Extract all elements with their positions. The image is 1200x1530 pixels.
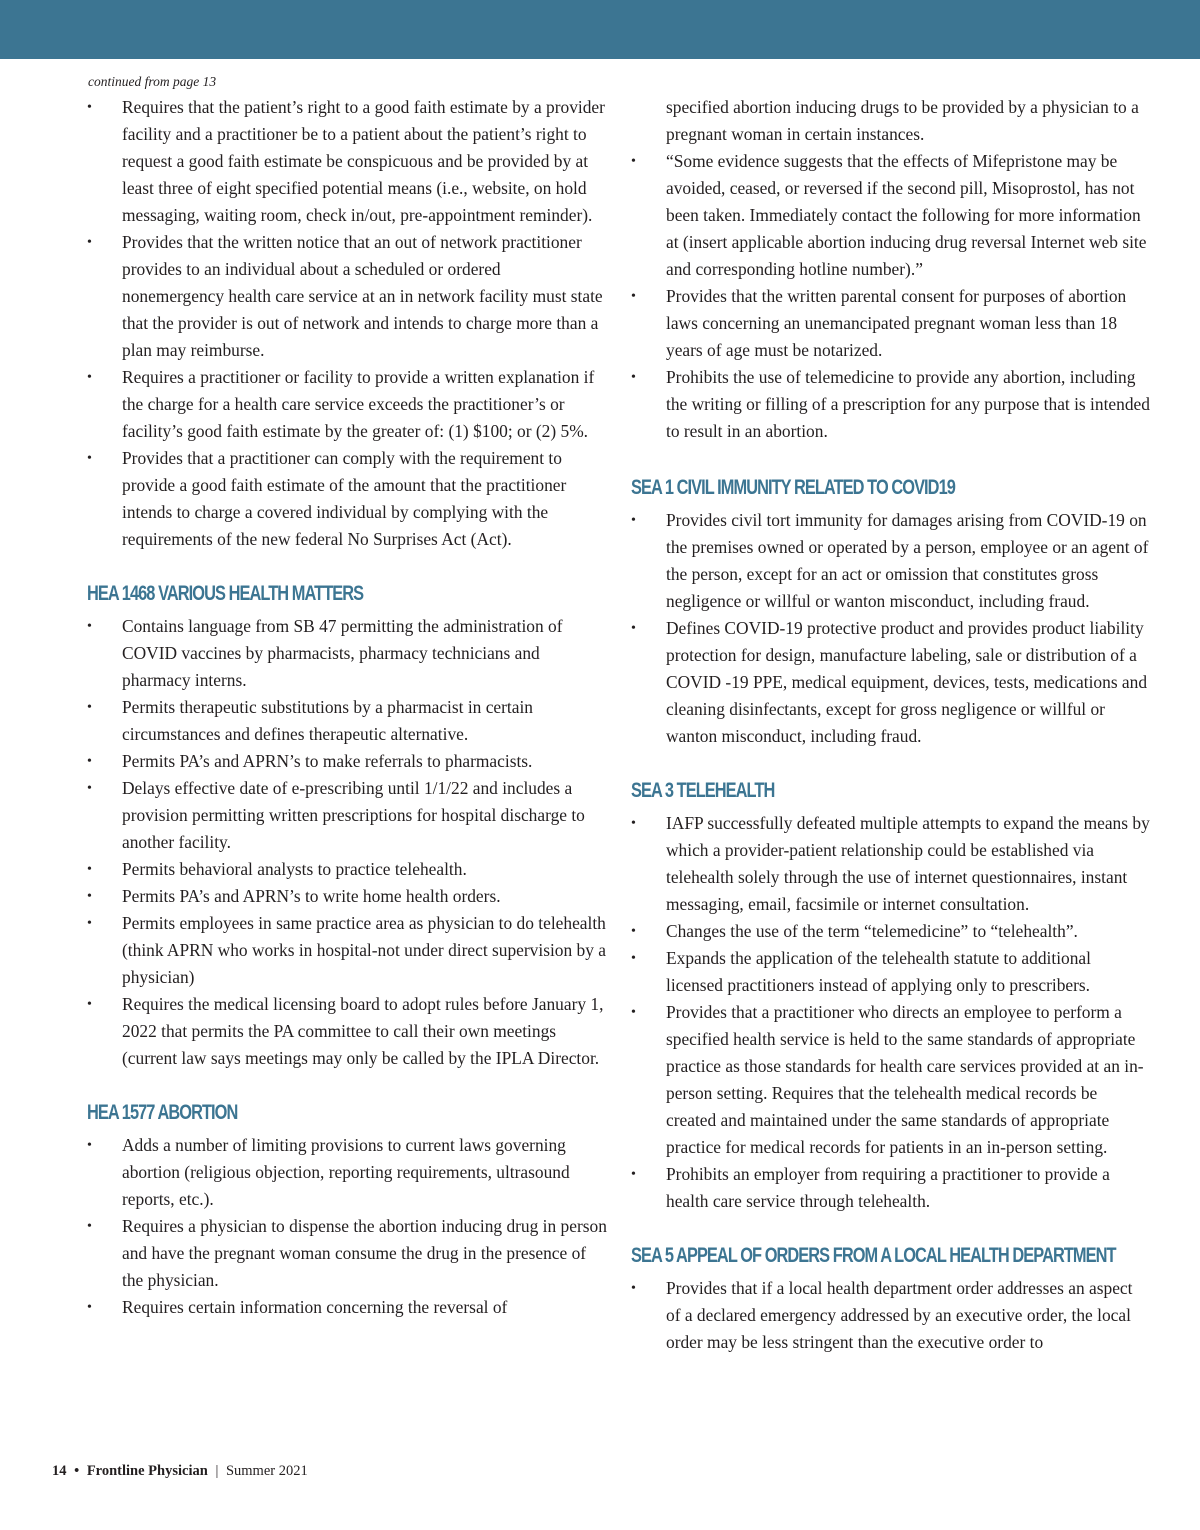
list-item: • Permits behavioral analysts to practice telehealth.	[87, 856, 607, 883]
list-item: • Requires that the patient’s right to a good faith estimate by a provider facility and a practitioner be to a patient about the patient’s right to request a good faith estimate be conspicuous and be provided by at least three of eight specified potential means (i.e., website, on hold messaging, waiting room, check in/out, pre-appointment reminder).	[87, 94, 607, 229]
publication-name: Frontline Physician	[86, 1463, 208, 1479]
left-column	[87, 94, 607, 1321]
list-item: • Permits PA’s and APRN’s to write home health orders.	[87, 883, 607, 910]
page-number: 14	[52, 1463, 67, 1479]
list-item: • Requires the medical licensing board to adopt rules before January 1, 2022 that permits the PA committee to call their own meetings (current law says meetings may only be called by the IPLA Director.	[87, 991, 607, 1072]
list-item: • Requires a physician to dispense the abortion inducing drug in person and have the pregnant woman consume the drug in the presence of the physician.	[87, 1213, 607, 1294]
list-item: • Delays effective date of e-prescribing until 1/1/22 and includes a provision permitting written prescriptions for hospital discharge to another facility.	[87, 775, 607, 856]
list-item: • Provides civil tort immunity for damages arising from COVID-19 on the premises owned or operated by a person, employee or an agent of the person, except for an act or omission that constitutes gross negligence or willful or wanton misconduct, including fraud.	[631, 507, 1151, 615]
footer-bullet: •	[74, 1463, 80, 1479]
list-item: • Requires certain information concerning the reversal of	[87, 1294, 607, 1321]
hea1468-bullet-list	[87, 613, 607, 1072]
list-item: • Provides that if a local health department order addresses an aspect of a declared emergency addressed by an executive order, the local order may be less stringent than the executive order to	[631, 1275, 1151, 1356]
list-item: • Adds a number of limiting provisions to current laws governing abortion (religious objection, reporting requirements, ultrasound reports, etc.).	[87, 1132, 607, 1213]
hea1577-bullet-list	[87, 1132, 607, 1321]
sea3-bullet-list	[631, 810, 1151, 1215]
list-item: • Requires a practitioner or facility to provide a written explanation if the charge for a health care service exceeds the practitioner’s or facility’s good faith estimate by the greater of: (1) $100; or (2) 5%.	[87, 364, 607, 445]
list-item: • Permits employees in same practice area as physician to do telehealth (think APRN who works in hospital-not under direct supervision by a physician)	[87, 910, 607, 991]
sea5-bullet-list	[631, 1275, 1151, 1356]
list-item: • “Some evidence suggests that the effects of Mifepristone may be avoided, ceased, or reversed if the second pill, Misoprostol, has not been taken. Immediately contact the following for more information at (insert applicable abortion inducing drug reversal Internet web site and corresponding hotline number).”	[631, 148, 1151, 283]
section-heading-sea1: SEA 1 CIVIL IMMUNITY RELATED TO COVID19	[631, 476, 955, 499]
intro-bullet-list	[87, 94, 607, 553]
list-item: • IAFP successfully defeated multiple attempts to expand the means by which a provider-patient relationship could be established via telehealth solely through the use of internet questionnaires, instant messaging, email, facsimile or internet consultation.	[631, 810, 1151, 918]
footer-divider: |	[215, 1463, 219, 1479]
header-band	[0, 0, 1200, 59]
list-item: • Defines COVID-19 protective product and provides product liability protection for design, manufacture labeling, sale or distribution of a COVID -19 PPE, medical equipment, devices, tests, medications and cleaning disinfectants, except for gross negligence or willful or wanton misconduct, including fraud.	[631, 615, 1151, 750]
abortion-continued-list	[631, 94, 1151, 445]
sea1-bullet-list	[631, 507, 1151, 750]
continued-note: continued from page 13	[88, 74, 217, 89]
issue-label: Summer 2021	[225, 1463, 308, 1479]
right-column	[631, 94, 1151, 1356]
list-item: • Contains language from SB 47 permitting the administration of COVID vaccines by pharmacists, pharmacy technicians and pharmacy interns.	[87, 613, 607, 694]
list-item: • Permits PA’s and APRN’s to make referrals to pharmacists.	[87, 748, 607, 775]
list-item-continuation: specified abortion inducing drugs to be provided by a physician to a pregnant woman in certain instances.	[666, 97, 1139, 144]
list-item: • Changes the use of the term “telemedicine” to “telehealth”.	[631, 918, 1151, 945]
section-heading-sea3: SEA 3 TELEHEALTH	[631, 779, 775, 802]
section-heading-hea1577: HEA 1577 ABORTION	[87, 1101, 238, 1124]
list-item: • Provides that a practitioner can comply with the requirement to provide a good faith estimate of the amount that the practitioner intends to charge a covered individual by complying with the requirements of the new federal No Surprises Act (Act).	[87, 445, 607, 553]
page-footer	[52, 1463, 308, 1480]
list-item: • Expands the application of the telehealth statute to additional licensed practitioners instead of applying only to prescribers.	[631, 945, 1151, 999]
list-item: • Provides that a practitioner who directs an employee to perform a specified health service is held to the same standards of appropriate practice as those standards for health care services provided at an in-person setting. Requires that the telehealth medical records be created and maintained under the same standards of appropriate practice for medical records for patients in an in-person setting.	[631, 999, 1151, 1161]
section-heading-sea5: SEA 5 APPEAL OF ORDERS FROM A LOCAL HEALTH DEPARTMENT	[631, 1244, 1116, 1267]
list-item: • Provides that the written parental consent for purposes of abortion laws concerning an unemancipated pregnant woman less than 18 years of age must be notarized.	[631, 283, 1151, 364]
section-heading-hea1468: HEA 1468 VARIOUS HEALTH MATTERS	[87, 582, 364, 605]
list-item: • Prohibits the use of telemedicine to provide any abortion, including the writing or filling of a prescription for any purpose that is intended to result in an abortion.	[631, 364, 1151, 445]
list-item: • Provides that the written notice that an out of network practitioner provides to an individual about a scheduled or ordered nonemergency health care service at an in network facility must state that the provider is out of network and intends to charge more than a plan may reimburse.	[87, 229, 607, 364]
list-item: • Permits therapeutic substitutions by a pharmacist in certain circumstances and defines therapeutic alternative.	[87, 694, 607, 748]
list-item: • Prohibits an employer from requiring a practitioner to provide a health care service through telehealth.	[631, 1161, 1151, 1215]
